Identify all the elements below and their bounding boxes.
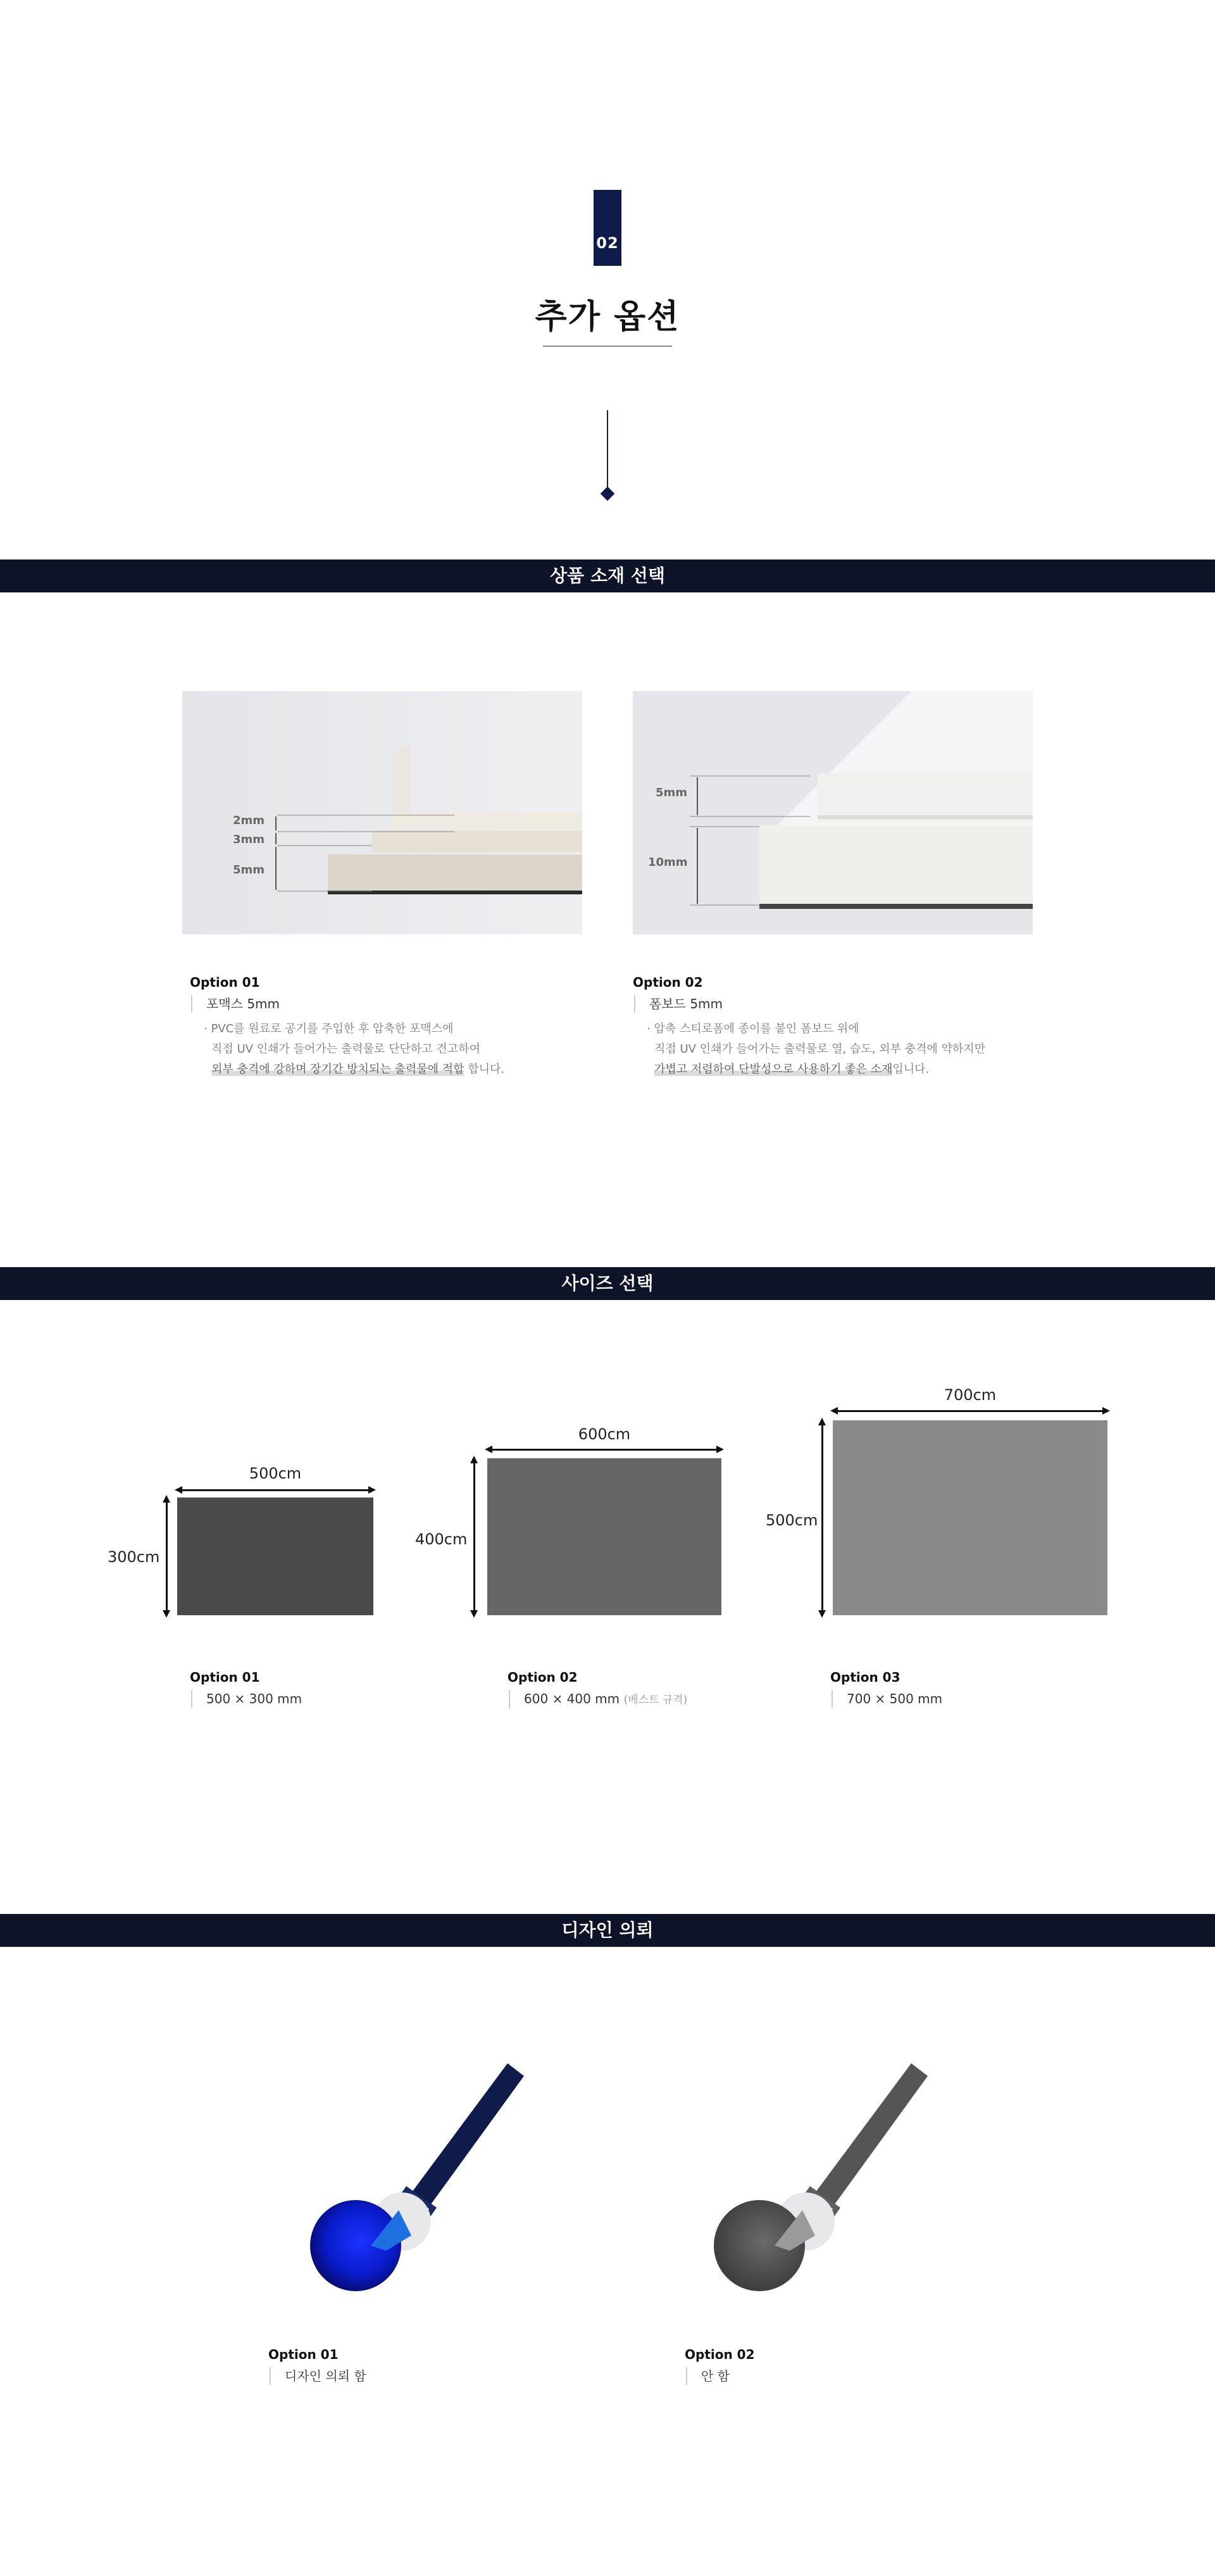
title-underline xyxy=(543,346,672,347)
width-arrow-heads xyxy=(485,1444,724,1454)
ribbon-shape xyxy=(594,190,621,266)
desc-line: · 압축 스티로폼에 종이를 붙인 폼보드 위에 xyxy=(647,1022,859,1035)
dim-label: 10mm xyxy=(648,856,688,869)
desc-tail: 합니다. xyxy=(464,1063,505,1076)
section-bar-material: 상품 소재 선택 xyxy=(0,560,1215,592)
option-label: Option 01 xyxy=(190,975,260,990)
desc-line: 직접 UV 인쇄가 들어가는 출력물로 단단하고 견고하여 xyxy=(211,1042,480,1056)
option-name xyxy=(509,1690,687,1709)
height-label: 300cm xyxy=(108,1548,160,1566)
size-box-option-03 xyxy=(833,1420,1107,1615)
option-name xyxy=(191,1690,302,1708)
height-label: 500cm xyxy=(766,1511,818,1529)
option-label: Option 02 xyxy=(633,975,703,990)
height-arrow-heads xyxy=(469,1456,479,1618)
width-label: 600cm xyxy=(578,1425,631,1443)
desc-line xyxy=(647,1060,1039,1080)
desc-line xyxy=(204,1060,583,1080)
paintbrush-icon xyxy=(707,2056,935,2296)
desc-highlight: 외부 충격에 강하며 장기간 방치되는 출력물에 적합 xyxy=(211,1063,464,1076)
paintbrush-icon xyxy=(304,2056,532,2296)
section-bar-design: 디자인 의뢰 xyxy=(0,1914,1215,1947)
section-number: 02 xyxy=(596,234,619,252)
dim-label: 3mm xyxy=(233,833,265,846)
width-label: 700cm xyxy=(944,1386,997,1404)
size-box-option-01 xyxy=(177,1497,373,1615)
option-label: Option 02 xyxy=(685,2347,755,2362)
height-arrow-heads xyxy=(161,1495,171,1618)
size-note: (베스트 규격) xyxy=(623,1694,688,1706)
material-photo-formex xyxy=(182,691,582,934)
desc-line: 직접 UV 인쇄가 들어가는 출력물로 열, 습도, 외부 충격에 약하지만 xyxy=(654,1042,986,1056)
material-photo-foamboard xyxy=(633,691,1033,934)
dim-label: 2mm xyxy=(233,814,265,827)
size-value: 600 × 400 mm xyxy=(524,1691,620,1706)
desc-tail: 입니다. xyxy=(892,1063,930,1076)
option-label: Option 01 xyxy=(190,1670,260,1685)
width-arrow-heads xyxy=(830,1406,1110,1416)
option-description xyxy=(647,1019,1039,1080)
desc-highlight: 가볍고 저렴하여 단발성으로 사용하기 좋은 소재 xyxy=(654,1063,893,1076)
diamond-marker xyxy=(601,487,615,501)
desc-line: · PVC를 원료로 공기를 주입한 후 압축한 포맥스에 xyxy=(204,1022,454,1035)
dim-label: 5mm xyxy=(233,863,265,877)
option-label: Option 03 xyxy=(830,1670,900,1685)
option-name: 안 함 xyxy=(686,2367,730,2385)
section-bar-size: 사이즈 선택 xyxy=(0,1267,1215,1300)
size-value: 700 × 500 mm xyxy=(847,1691,943,1706)
size-box-option-02 xyxy=(487,1458,721,1615)
option-label: Option 01 xyxy=(268,2347,339,2362)
width-label: 500cm xyxy=(249,1465,302,1482)
option-name xyxy=(832,1690,942,1708)
size-value: 500 × 300 mm xyxy=(206,1691,302,1706)
option-description xyxy=(204,1019,583,1080)
height-arrow-heads xyxy=(817,1418,827,1618)
option-name: 포맥스 5mm xyxy=(191,995,280,1013)
option-label: Option 02 xyxy=(508,1670,578,1685)
divider-line xyxy=(607,410,608,487)
section-number-ribbon xyxy=(594,190,621,266)
option-name: 디자인 의뢰 함 xyxy=(270,2367,366,2385)
option-name: 폼보드 5mm xyxy=(634,995,723,1013)
page-title: 추가 옵션 xyxy=(535,298,680,336)
dim-label: 5mm xyxy=(656,786,688,799)
height-label: 400cm xyxy=(415,1530,468,1548)
width-arrow-heads xyxy=(175,1485,376,1495)
